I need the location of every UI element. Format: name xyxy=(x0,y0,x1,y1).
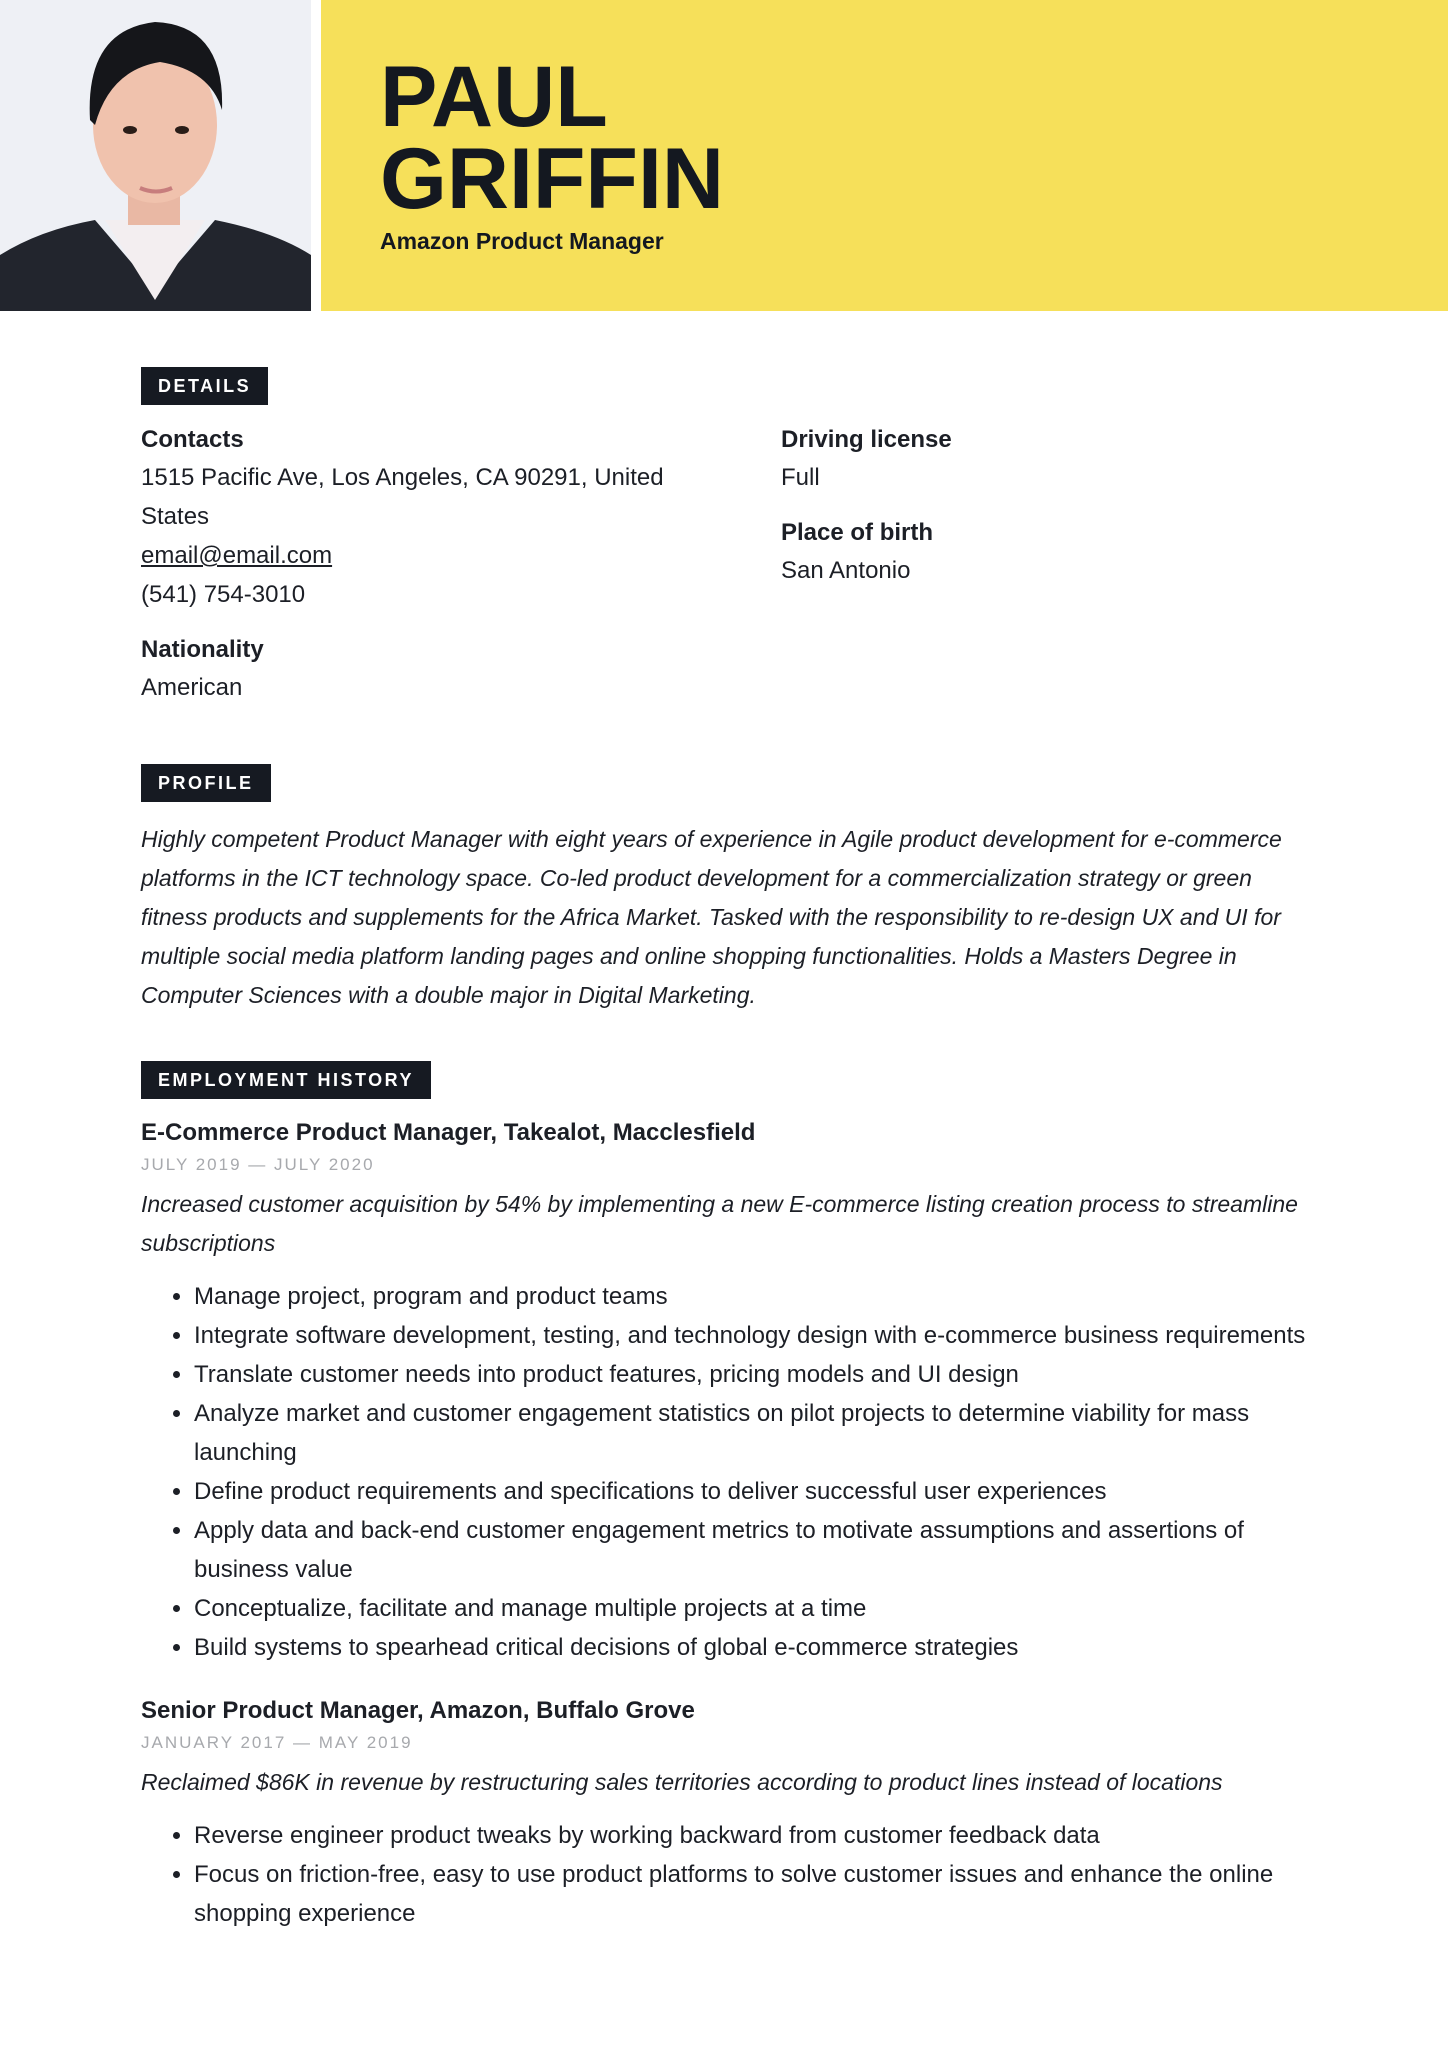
list-item: • Build systems to spearhead critical decisions of global e-commerce strategies xyxy=(194,1628,1321,1667)
last-name: GRIFFIN xyxy=(380,131,724,227)
phone: (541) 754-3010 xyxy=(141,581,306,608)
profile-photo xyxy=(0,0,311,311)
contacts-label: Contacts xyxy=(141,426,244,453)
job-summary: Reclaimed $86K in revenue by restructuring sales territories according to product lines instead of locations xyxy=(141,1769,1223,1795)
list-item: • Reverse engineer product tweaks by working backward from customer feedback data xyxy=(194,1816,1321,1855)
list-item: • Conceptualize, facilitate and manage multiple projects at a time xyxy=(194,1589,1321,1628)
license-label: Driving license xyxy=(781,426,952,453)
job-dates: JULY 2019 — JULY 2020 xyxy=(141,1155,375,1174)
list-item: • Focus on friction-free, easy to use product platforms to solve customer issues and enhance the online shopping experience xyxy=(194,1855,1321,1933)
list-item: • Translate customer needs into product features, pricing models and UI design xyxy=(194,1355,1321,1394)
details-right xyxy=(781,426,1281,590)
job-bullets xyxy=(141,1816,1321,1933)
job-dates: JANUARY 2017 — MAY 2019 xyxy=(141,1733,413,1752)
job-title: Amazon Product Manager xyxy=(380,228,664,254)
list-item: • Analyze market and customer engagement statistics on pilot projects to determine viability for mass launching xyxy=(194,1394,1321,1472)
address: 1515 Pacific Ave, Los Angeles, CA 90291, United States xyxy=(141,464,664,530)
list-item: • Define product requirements and specifications to deliver successful user experiences xyxy=(194,1472,1321,1511)
profile-text: Highly competent Product Manager with eight years of experience in Agile product development for e-commerce platforms in the ICT technology space. Co-led product development for a commercialization strategy or green fitness products and supplements for the Africa Market. Tasked with the responsibility to re-design UX and UI for multiple social media platform landing pages and online shopping functionalities. Holds a Masters Degree in Computer Sciences with a double major in Digital Marketing. xyxy=(141,826,1282,1008)
license: Full xyxy=(781,464,820,491)
nationality-label: Nationality xyxy=(141,636,264,663)
job-summary: Increased customer acquisition by 54% by implementing a new E-commerce listing creation process to streamline subscriptions xyxy=(141,1191,1298,1256)
employment-heading: EMPLOYMENT HISTORY xyxy=(141,1061,431,1099)
email-link[interactable]: email@email.com xyxy=(141,542,333,569)
candidate-name xyxy=(380,49,724,227)
birth-label: Place of birth xyxy=(781,519,934,546)
job-bullets xyxy=(141,1277,1321,1667)
details-heading: DETAILS xyxy=(141,367,268,405)
profile-heading: PROFILE xyxy=(141,764,271,802)
contacts-block xyxy=(141,426,681,707)
nationality: American xyxy=(141,674,243,701)
job-title: E-Commerce Product Manager, Takealot, Macclesfield xyxy=(141,1119,756,1146)
birth-place: San Antonio xyxy=(781,557,911,584)
list-item: • Apply data and back-end customer engagement metrics to motivate assumptions and assertions of business value xyxy=(194,1511,1321,1589)
job-entry xyxy=(141,1119,1321,1667)
job-title: Senior Product Manager, Amazon, Buffalo Grove xyxy=(141,1697,695,1724)
list-item: • Manage project, program and product teams xyxy=(194,1277,1321,1316)
first-name: PAUL xyxy=(380,49,608,145)
list-item: • Integrate software development, testing, and technology design with e-commerce business requirements xyxy=(194,1316,1321,1355)
job-entry xyxy=(141,1697,1321,1933)
